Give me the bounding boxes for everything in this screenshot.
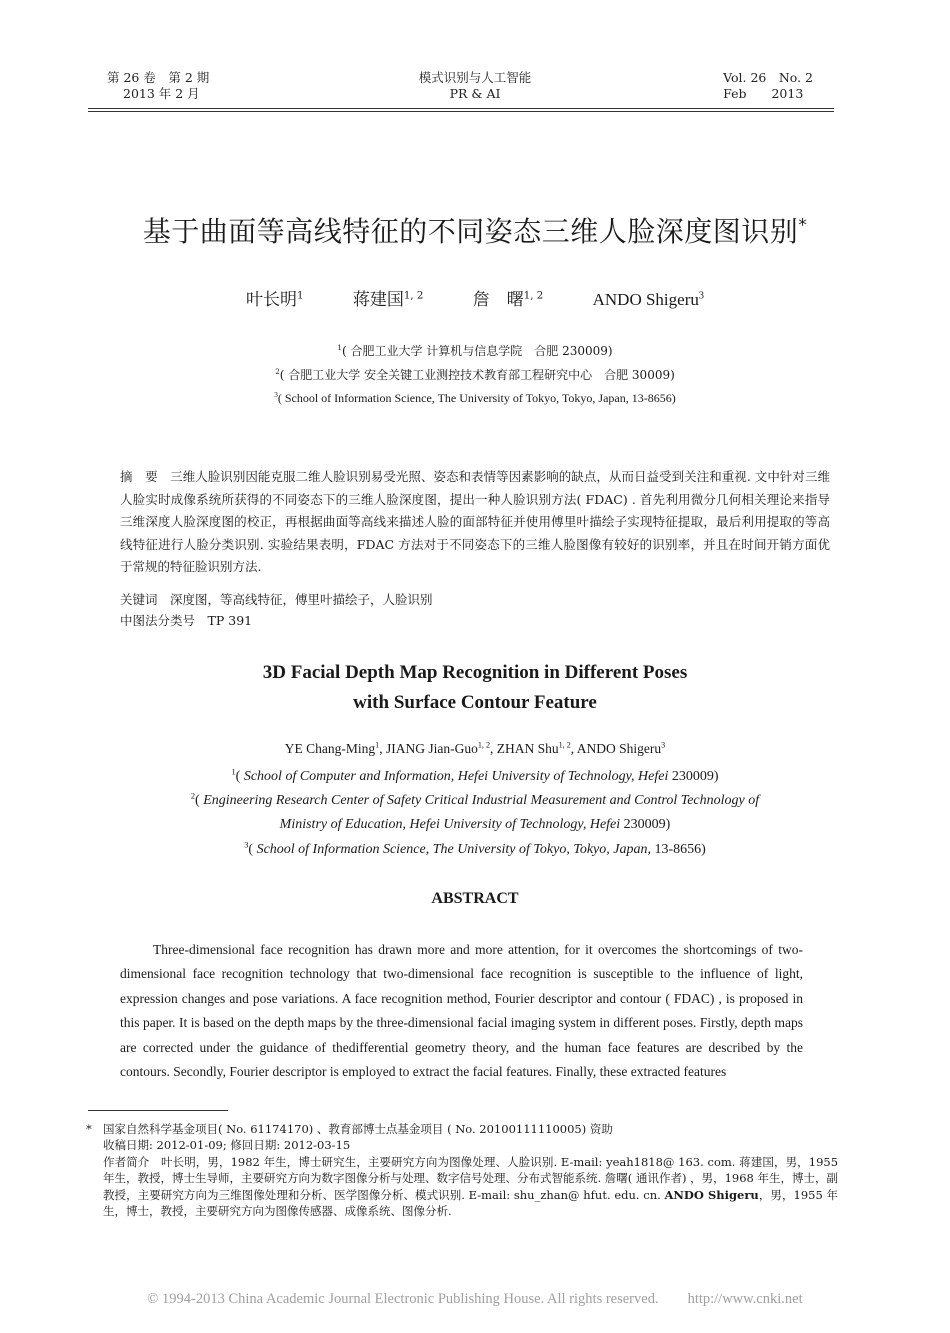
publication-date: 2013 年 2 月 [123, 86, 200, 101]
author-en: YE Chang-Ming$^1$ [284, 740, 380, 756]
author-en: ZHAN Shu$^{1, 2}$ [496, 740, 571, 756]
abstract-heading: ABSTRACT [431, 890, 519, 907]
title-en-line2: with Surface Contour Feature [353, 692, 597, 713]
clc-text: TP 391 [207, 613, 253, 628]
keywords-label: 关键词 [120, 592, 158, 607]
title-text: 基于曲面等高线特征的不同姿态三维人脸深度图识别 [142, 215, 799, 248]
abstract-cn-label: 摘 要 [120, 469, 158, 484]
affiliation-en-2: $^2$( Engineering Research Center of Safety Critical Industrial Measurement and Control Technology of Ministry of Education, Hefei University of Technology, Hefei 230009) [190, 791, 760, 832]
affiliation-cn-3: $^3$( School of Information Science, The University of Tokyo, Tokyo, Japan, 13-8656) [274, 391, 676, 405]
author-cn: 叶长明$^1$ [246, 290, 304, 310]
affiliation-cn-1: $^1$( 合肥工业大学 计算机与信息学院 合肥 230009) [337, 343, 613, 358]
affiliation-en-1: $^1$( School of Computer and Information, Hefei University of Technology, Hefei 230009) [231, 767, 719, 784]
footnote-rule [88, 1110, 228, 1111]
header-rule-top [88, 108, 834, 109]
author-cn: 蒋建国$^{1, 2}$ [352, 290, 424, 310]
running-header-right [723, 70, 813, 102]
clc-number [120, 611, 830, 631]
funding-note: 国家自然科学基金项目( No. 61174170) 、教育部博士点基金项目 ( No. 20100111110005) 资助 [103, 1122, 613, 1136]
keywords-text: 深度图，等高线特征，傅里叶描绘子，人脸识别 [170, 592, 433, 607]
publication-date-en: Feb 2013 [723, 86, 804, 101]
abstract-en-text: Three-dimensional face recognition has drawn more and more attention, for it overcomes the shortcomings of two-dimensional face recognition technology that two-dimensional face recognition is susceptible to the influence of light, expression changes and pose variations. A face recognition method, Fourier descriptor and contour ( FDAC) , is proposed in this paper. It is based on the depth maps by the three-dimensional facial imaging system in different poses. Firstly, depth maps are corrected under the guidance of thedifferential geometry theory, and the human face features are described by the contours. Secondly, Fourier descriptor is employed to extract the facial features. Finally, these extracted features [120, 942, 803, 1080]
abstract-cn [120, 466, 830, 579]
header-rule-bottom [88, 111, 834, 112]
journal-name-cn: 模式识别与人工智能 [418, 70, 532, 85]
keywords-cn [120, 590, 830, 610]
author-en: ANDO Shigeru$^3$ [576, 740, 666, 756]
volume-issue-en: Vol. 26 No. 2 [723, 70, 813, 85]
author-en: JIANG Jian-Guo$^{1, 2}$ [385, 740, 490, 756]
bio-bold-name: ANDO Shigeru [664, 1187, 759, 1202]
title-footnote-mark: * [798, 214, 808, 235]
affiliation-cn-2: $^2$( 合肥工业大学 安全关键工业测控技术教育部工程研究中心 合肥 30009) [275, 367, 675, 382]
copyright-footer: © 1994-2013 China Academic Journal Electronic Publishing House. All rights reserved. http://www.cnki.net [147, 1291, 803, 1307]
author-cn: 詹 曙$^{1, 2}$ [472, 290, 544, 310]
author-cn: ANDO Shigeru$^3$ [592, 290, 704, 309]
volume-issue: 第 26 卷 第 2 期 [107, 70, 210, 85]
footnote-star: * [86, 1122, 92, 1136]
author-list-en: YE Chang-Ming$^1$, JIANG Jian-Guo$^{1, 2}$, ZHAN Shu$^{1, 2}$, ANDO Shigeru$^3$ [284, 740, 666, 756]
received-dates: 收稿日期: 2012-01-09; 修回日期: 2012-03-15 [103, 1138, 351, 1153]
affiliation-en-3: $^3$( School of Information Science, The University of Tokyo, Tokyo, Japan, 13-8656) [244, 840, 706, 857]
author-list-cn [0, 285, 950, 310]
title-en-line1: 3D Facial Depth Map Recognition in Different Poses [262, 662, 688, 683]
journal-name-en: PR & AI [449, 86, 501, 101]
author-bios: 作者简介 叶长明，男，1982 年生，博士研究生，主要研究方向为图像处理、人脸识别. E-mail: yeah1818@ 163. com. 蒋建国，男，1955 年生，教授，博士生导师，主要研究方向为数字图像分析与处理、数字信号处理、分布式智能系统. 詹曙( 通讯作者) ，男，1968 年生，博士，副教授，主要研究方向为三维图像处理和分析、医学图像分析、模式识别. E-mail: shu_zhan@ hfut. edu. cn. ANDO Shigeru，男，1955 年生，博士，教授，主要研究方向为图像传感器、成像系统、图像分析. [103, 1154, 839, 1219]
paper-title-en [0, 658, 950, 718]
clc-label: 中图法分类号 [120, 613, 196, 628]
footnote [86, 1121, 839, 1219]
paper-title-cn [0, 210, 950, 250]
abstract-cn-text: 三维人脸识别因能克服二维人脸识别易受光照、姿态和表情等因素影响的缺点，从而日益受到关注和重视. 文中针对三维人脸实时成像系统所获得的不同姿态下的三维人脸深度图，提出一种人脸识别方法( FDAC) . 首先利用微分几何相关理论来指导三维深度人脸深度图的校正，再根据曲面等高线来描述人脸的面部特征并使用傅里叶描绘子实现特征提取，最后利用提取的等高线特征进行人脸分类识别. 实验结果表明，FDAC 方法对于不同姿态下的三维人脸图像有较好的识别率，并且在时间开销方面优于常规的特征脸识别方法. [120, 469, 830, 574]
